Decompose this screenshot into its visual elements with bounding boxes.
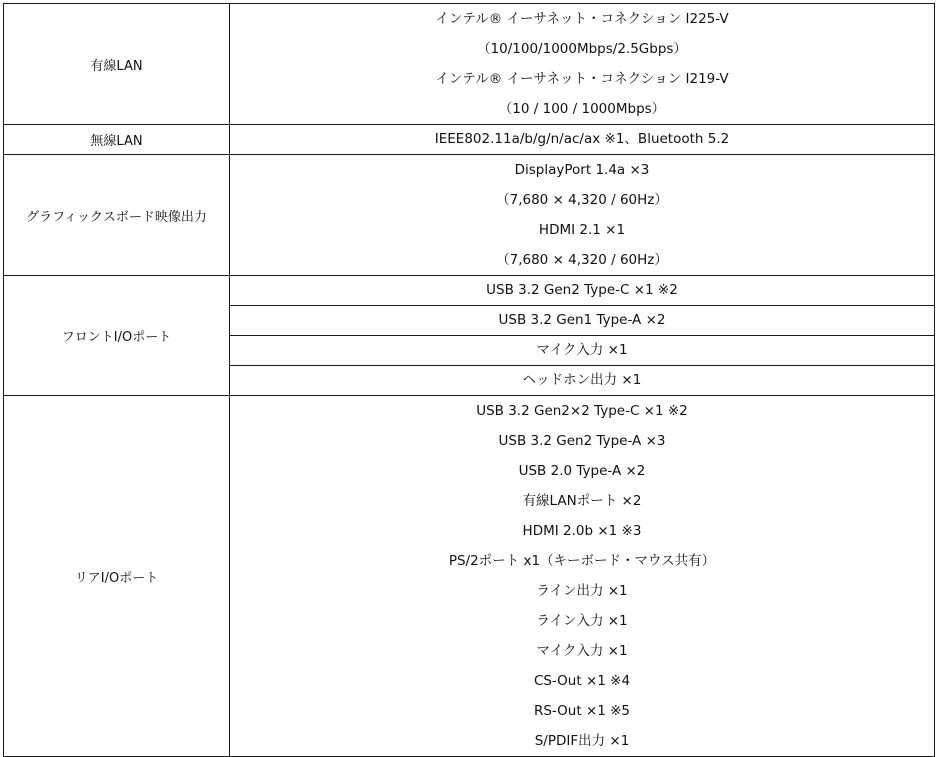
- rear-io-item: CS-Out ×1 ※4: [533, 673, 631, 689]
- wired-lan-nic-1: インテル® イーサネット・コネクション I225-V: [435, 11, 729, 27]
- rear-io-item: USB 3.2 Gen2×2 Type-C ×1 ※2: [476, 403, 688, 419]
- rear-io-item: HDMI 2.0b ×1 ※3: [522, 523, 642, 539]
- graphics-output-value-cell: [230, 155, 935, 276]
- front-io-label: フロントI/Oポート: [4, 276, 230, 396]
- front-io-value: USB 3.2 Gen1 Type-A ×2: [230, 306, 935, 336]
- wired-lan-nic-2: インテル® イーサネット・コネクション I219-V: [435, 71, 729, 87]
- wired-lan-nic-1-speed: （10/100/1000Mbps/2.5Gbps）: [477, 41, 687, 57]
- rear-io-item: S/PDIF出力 ×1: [534, 733, 630, 749]
- wireless-lan-label: 無線LAN: [4, 125, 230, 155]
- graphics-displayport: DisplayPort 1.4a ×3: [514, 162, 650, 178]
- table-row-wireless-lan: [4, 125, 935, 155]
- rear-io-item: USB 2.0 Type-A ×2: [518, 463, 646, 479]
- front-io-value: マイク入力 ×1: [230, 336, 935, 366]
- rear-io-item: 有線LANポート ×2: [522, 493, 642, 509]
- table-row-graphics-output: [4, 155, 935, 276]
- rear-io-item: ライン入力 ×1: [536, 613, 628, 629]
- table-row-rear-io: [4, 396, 935, 757]
- spec-table: [3, 3, 935, 757]
- rear-io-item: マイク入力 ×1: [536, 643, 628, 659]
- rear-io-item: USB 3.2 Gen2 Type-A ×3: [498, 433, 666, 449]
- table-row-wired-lan: [4, 4, 935, 125]
- wired-lan-nic-2-speed: （10 / 100 / 1000Mbps）: [498, 101, 666, 117]
- front-io-value: USB 3.2 Gen2 Type-C ×1 ※2: [230, 276, 935, 306]
- wireless-lan-value: IEEE802.11a/b/g/n/ac/ax ※1、Bluetooth 5.2: [230, 125, 935, 155]
- rear-io-item: PS/2ポート x1（キーボード・マウス共有）: [448, 553, 716, 569]
- wired-lan-value-cell: [230, 4, 935, 125]
- wired-lan-label: 有線LAN: [4, 4, 230, 125]
- graphics-displayport-res: （7,680 × 4,320 / 60Hz）: [496, 192, 668, 208]
- rear-io-value-cell: [230, 396, 935, 757]
- rear-io-item: RS-Out ×1 ※5: [533, 703, 631, 719]
- graphics-hdmi-res: （7,680 × 4,320 / 60Hz）: [496, 252, 668, 268]
- front-io-value: ヘッドホン出力 ×1: [230, 366, 935, 396]
- table-row-front-io: [4, 276, 935, 306]
- rear-io-label: リアI/Oポート: [4, 396, 230, 757]
- graphics-output-label: グラフィックスボード映像出力: [4, 155, 230, 276]
- graphics-hdmi: HDMI 2.1 ×1: [538, 222, 626, 238]
- rear-io-item: ライン出力 ×1: [536, 583, 628, 599]
